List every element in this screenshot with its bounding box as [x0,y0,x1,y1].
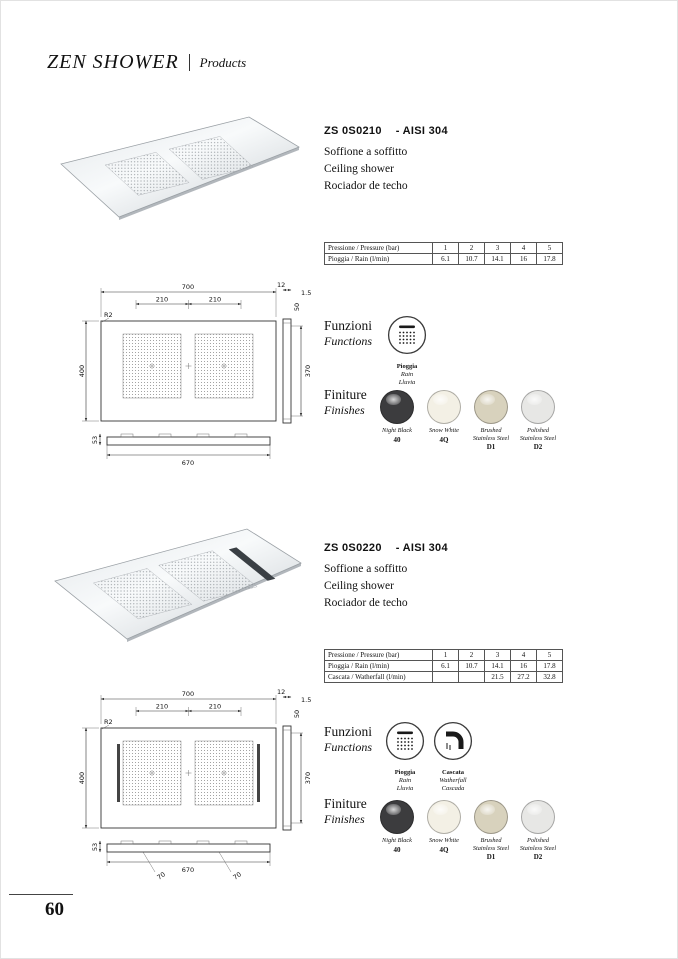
row-label: Pioggia / Rain (l/min) [325,661,433,672]
plan-view [101,728,276,828]
finish-name: Brushed Stainless Steel [472,427,510,442]
dim-t1: 12 [277,281,286,289]
product-code-line [324,542,448,554]
finishes-heading [324,796,367,827]
cell: 16 [511,254,537,265]
function-label [383,769,427,793]
finish-name: Snow White [429,427,459,434]
product-code-line [324,125,448,137]
function-rain [383,721,427,793]
description-es: Rociador de techo [324,180,408,192]
functions-heading [324,724,372,755]
finish-color [380,800,414,834]
cell: 6.1 [433,254,459,265]
function-name-it: Pioggia [394,769,416,776]
finish-code: D2 [533,443,543,451]
function-name-en: Rain [400,371,414,378]
finish-code: 4Q [439,845,449,854]
ceiling-shower-panel [61,117,299,220]
finish-name: Brushed Stainless Steel [472,837,510,852]
cell: 16 [511,661,537,672]
cell [459,672,485,683]
dim-half2: 210 [208,295,222,304]
cell: 4 [511,650,537,661]
table-row [325,661,563,672]
finish-code: D1 [486,443,496,451]
finish-color [427,390,461,424]
function-name-es: Lluvia [396,785,414,792]
dim-t1: 12 [277,688,286,696]
section-label: Products [199,54,247,70]
waterfall-slot-right [257,744,260,802]
finishes-title-en: Finishes [324,812,365,826]
dim-angle2: 70 [231,870,243,882]
page-header [47,51,246,74]
function-name-es: Lluvia [398,379,416,386]
pressure-flow-table [324,649,563,683]
functions-title-en: Functions [324,334,372,348]
cell: 27.2 [511,672,537,683]
function-label [431,769,475,793]
cell: 1 [433,650,459,661]
description-en: Ceiling shower [324,163,394,175]
cell: 32.8 [537,672,563,683]
product-code: ZS 0S0220 [324,542,382,554]
dimension-lines [82,288,303,459]
rain-icon [385,721,425,761]
functions-heading [324,318,372,349]
product-material: - AISI 304 [395,125,448,137]
finishes-title-it: Finiture [324,796,367,811]
cell [433,672,459,683]
row-label: Cascata / Watherfall (l/min) [325,672,433,683]
front-view [107,434,270,445]
product-descriptions [324,561,408,612]
finish-color [521,390,555,424]
finish-name: Polished Stainless Steel [519,427,557,442]
dim-t2: 50 [293,709,301,719]
finish-swatch-snow-white [422,390,466,451]
functions-title-en: Functions [324,740,372,754]
cell: 14.1 [485,661,511,672]
waterfall-icon [433,721,473,761]
description-es: Rociador de techo [324,597,408,609]
cell: 17.8 [537,661,563,672]
finish-code: 4Q [439,435,449,444]
function-name-es: Cascada [441,785,465,792]
finishes-heading [324,387,367,418]
function-label [385,363,429,387]
dim-half1: 210 [155,295,169,304]
cell: 6.1 [433,661,459,672]
side-profile [283,726,291,830]
cell: 10.7 [459,254,485,265]
finishes-title-it: Finiture [324,387,367,402]
row-label: Pressione / Pressure (bar) [325,243,433,254]
finish-swatch-brushed-steel [469,390,513,451]
table-row [325,650,563,661]
function-name-en: Watherfall [439,777,467,784]
cell: 4 [511,243,537,254]
cell: 2 [459,243,485,254]
finish-color [474,800,508,834]
dim-depth: 53 [91,435,99,445]
cell: 14.1 [485,254,511,265]
function-name-it: Cascata [441,769,465,776]
dim-half2: 210 [208,702,222,711]
dim-width: 700 [181,690,195,698]
description-it: Soffione a soffitto [324,146,408,158]
function-name-it: Pioggia [396,363,418,370]
dim-side-height: 370 [304,364,312,378]
cell: 5 [537,243,563,254]
finish-code: D1 [486,853,496,861]
finish-color [521,800,555,834]
front-view [107,841,270,852]
dim-radius: R2 [104,311,113,319]
pressure-flow-table [324,242,563,265]
table-row [325,672,563,683]
finish-code: 40 [393,435,401,444]
finish-swatch-polished-steel [516,390,560,451]
dim-height: 400 [78,771,86,785]
finish-color [427,800,461,834]
waterfall-slot-left [117,744,120,802]
product-code: ZS 0S0210 [324,125,382,137]
row-label: Pressione / Pressure (bar) [325,650,433,661]
dim-t3: 1.5 [301,289,312,297]
finish-swatch-night-black [375,390,419,451]
technical-drawing-zs0s0210 [71,279,315,475]
ceiling-shower-panel-waterfall [55,529,301,642]
function-waterfall [431,721,475,793]
technical-drawing-zs0s0220 [71,686,315,896]
functions-title-it: Funzioni [324,724,373,739]
page-number: 60 [45,899,64,920]
finish-name: Night Black [382,837,412,844]
dim-half1: 210 [155,702,169,711]
product-photo-zs0s0220 [49,519,309,644]
finish-code: 40 [393,845,401,854]
finishes-title-en: Finishes [324,403,365,417]
plan-view [101,321,276,421]
description-it: Soffione a soffitto [324,563,408,575]
header-divider [189,54,190,71]
dim-width: 700 [181,283,195,291]
dim-t2: 50 [293,302,301,312]
dim-height: 400 [78,364,86,378]
dim-depth: 53 [91,842,99,852]
function-name-en: Rain [398,777,412,784]
cell: 3 [485,243,511,254]
cell: 17.8 [537,254,563,265]
product-descriptions [324,144,408,195]
brand-title: ZEN SHOWER [47,51,179,73]
functions-title-it: Funzioni [324,318,373,333]
product-material: - AISI 304 [395,542,448,554]
page-number-rule [9,894,73,895]
finish-code: D2 [533,853,543,861]
product-photo-zs0s0210 [53,109,308,221]
dim-t3: 1.5 [301,696,312,704]
rain-icon [387,315,427,355]
function-rain [385,315,429,387]
table-row [325,254,563,265]
table-row [325,243,563,254]
description-en: Ceiling shower [324,580,394,592]
side-profile [283,319,291,423]
row-label: Pioggia / Rain (l/min) [325,254,433,265]
dim-angle1: 70 [155,870,167,882]
cell: 21.5 [485,672,511,683]
dim-bottom-width: 670 [181,459,195,467]
cell: 2 [459,650,485,661]
finish-swatch-brushed-steel [469,800,513,861]
cell: 3 [485,650,511,661]
cell: 5 [537,650,563,661]
finish-name: Night Black [382,427,412,434]
cell: 1 [433,243,459,254]
finish-name: Snow White [429,837,459,844]
finish-name: Polished Stainless Steel [519,837,557,852]
finish-swatch-polished-steel [516,800,560,861]
dim-radius: R2 [104,718,113,726]
finish-color [380,390,414,424]
dim-bottom-width: 670 [181,866,195,874]
finish-swatch-snow-white [422,800,466,861]
finishes-row [375,800,560,861]
dim-side-height: 370 [304,771,312,785]
finish-color [474,390,508,424]
finishes-row [375,390,560,451]
cell: 10.7 [459,661,485,672]
finish-swatch-night-black [375,800,419,861]
